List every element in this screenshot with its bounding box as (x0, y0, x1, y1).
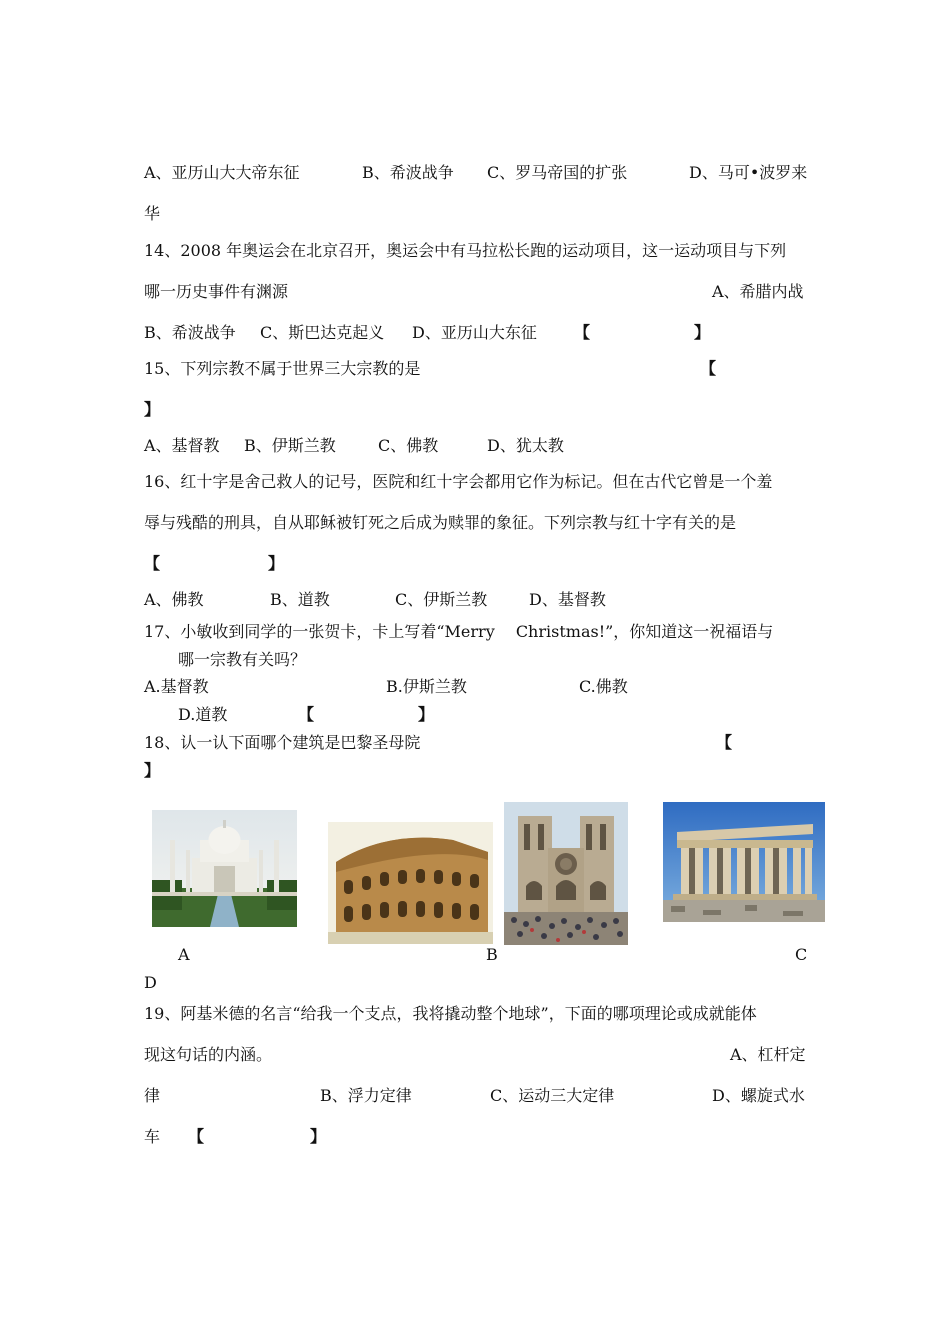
q19-option-a-continued: 律 (144, 1086, 161, 1105)
q17-option-a: A.基督教 (144, 677, 209, 696)
q16-answer-bracket-close: 】 (268, 554, 285, 573)
q14-stem-line2: 哪一历史事件有渊源 (144, 282, 289, 301)
q17-answer-bracket-open: 【 (298, 705, 315, 724)
q17-stem-line1: 17、小敏收到同学的一张贺卡，卡上写着“Merry Christmas!”，你知道这一祝福语与 (144, 622, 774, 641)
q18-stem: 18、认一认下面哪个建筑是巴黎圣母院 (144, 733, 421, 752)
taj-mahal-photo (152, 810, 297, 927)
q14-answer-bracket-open: 【 (574, 323, 591, 342)
q14-option-a: A、希腊内战 (712, 282, 804, 301)
q13-option-d: D、马可•波罗来 (689, 163, 808, 182)
q13-option-b: B、希波战争 (362, 163, 454, 182)
q16-option-b: B、道教 (270, 590, 330, 609)
q14-option-c: C、斯巴达克起义 (260, 323, 385, 342)
q15-option-a: A、基督教 (144, 436, 220, 455)
q13-option-a: A、亚历山大大帝东征 (144, 163, 300, 182)
q16-option-d: D、基督教 (529, 590, 606, 609)
q16-option-a: A、佛教 (144, 590, 204, 609)
q18-picture-label-b: B (486, 945, 498, 964)
q17-option-c: C.佛教 (579, 677, 628, 696)
q18-picture-label-a: A (178, 945, 190, 964)
q17-option-b: B.伊斯兰教 (386, 677, 467, 696)
q16-answer-bracket-open: 【 (144, 554, 161, 573)
q18-answer-bracket-open: 【 (716, 733, 733, 752)
q19-answer-bracket-close: 】 (310, 1127, 327, 1146)
q17-answer-bracket-close: 】 (418, 705, 435, 724)
q16-stem-line1: 16、红十字是舍己救人的记号，医院和红十字会都用它作为标记。但在古代它曾是一个羞 (144, 472, 773, 491)
q19-stem-line1: 19、阿基米德的名言“给我一个支点，我将撬动整个地球”，下面的哪项理论或成就能体 (144, 1004, 757, 1023)
notre-dame-photo (504, 802, 628, 945)
q19-option-b: B、浮力定律 (320, 1086, 412, 1105)
q18-picture-label-c: C (795, 945, 808, 964)
q16-stem-line2: 辱与残酷的刑具，自从耶稣被钉死之后成为赎罪的象征。下列宗教与红十字有关的是 (144, 513, 737, 532)
q19-option-d: D、螺旋式水 (712, 1086, 805, 1105)
q15-stem: 15、下列宗教不属于世界三大宗教的是 (144, 359, 421, 378)
q18-answer-bracket-close: 】 (144, 761, 161, 780)
q19-answer-bracket-open: 【 (188, 1127, 205, 1146)
q15-option-d: D、犹太教 (487, 436, 564, 455)
q19-option-d-continued: 车 (144, 1127, 161, 1146)
q18-picture-label-d: D (144, 973, 157, 992)
q13-option-d-continued: 华 (144, 204, 161, 223)
q19-option-c: C、运动三大定律 (490, 1086, 615, 1105)
q17-stem-line2: 哪一宗教有关吗？ (178, 650, 307, 669)
colosseum-photo (328, 822, 493, 944)
q19-stem-line2: 现这句话的内涵。 (144, 1045, 273, 1064)
q14-option-b: B、希波战争 (144, 323, 236, 342)
q15-option-c: C、佛教 (378, 436, 439, 455)
q14-option-d: D、亚历山大东征 (412, 323, 537, 342)
q13-option-c: C、罗马帝国的扩张 (487, 163, 628, 182)
q15-answer-bracket-open: 【 (700, 359, 717, 378)
q14-answer-bracket-close: 】 (694, 323, 711, 342)
q15-answer-bracket-close: 】 (144, 400, 161, 419)
q15-option-b: B、伊斯兰教 (244, 436, 336, 455)
q16-option-c: C、伊斯兰教 (395, 590, 488, 609)
q14-stem-line1: 14、2008 年奥运会在北京召开，奥运会中有马拉松长跑的运动项目，这一运动项目与下列 (144, 241, 787, 260)
q17-option-d: D.道教 (178, 705, 228, 724)
parthenon-photo (663, 802, 825, 922)
q19-option-a: A、杠杆定 (730, 1045, 806, 1064)
